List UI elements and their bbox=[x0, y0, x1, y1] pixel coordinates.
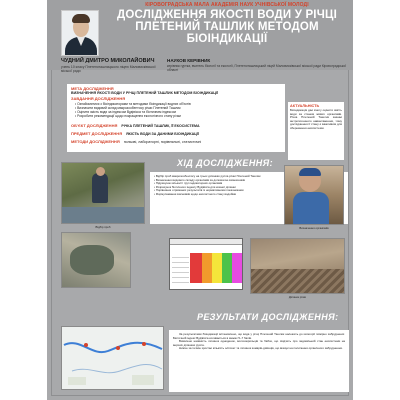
author-photo bbox=[61, 10, 99, 56]
photo-sampling-caption: Відбір проб bbox=[95, 225, 111, 229]
photo-cap bbox=[299, 168, 321, 176]
poster-title: ДОСЛІДЖЕННЯ ЯКОСТІ ВОДИ У РІЧЦІ ПЛЕТЕНИЙ ТАШЛИК МЕТОДОМ БІОІНДИКАЦІЇ bbox=[117, 9, 337, 45]
progress-item: • Порівняння отриманих результатів із нормативними показниками bbox=[154, 189, 344, 193]
subject-text: ЯКІСТЬ ВОДИ ЗА ДАНИМИ БІОІНДИКАЦІЇ bbox=[126, 132, 199, 136]
results-paragraph: Нижче за течією зростає кількість олігохет та личинок комарів-дзвінців, що вказує на посилення органічного забруднення. bbox=[179, 346, 343, 351]
results-paragraph: Виявлено наявність личинок одноденок, волохокрильців та бабок, що свідчить про задовільний стан екосистеми на верхніх ділянках русла. bbox=[173, 339, 345, 347]
tasks-label-row bbox=[71, 97, 128, 101]
goal-row bbox=[71, 87, 281, 95]
tasks-label: ЗАВДАННЯ ДОСЛІДЖЕННЯ bbox=[71, 96, 126, 101]
goal-text: ВИЗНАЧЕННЯ ЯКОСТІ ВОДИ У РІЧЦІ ПЛЕТЕНИЙ ТАШЛИК МЕТОДОМ БІОІНДИКАЦІЇ bbox=[71, 91, 218, 96]
object-row bbox=[71, 124, 200, 128]
table-cell-orange bbox=[202, 253, 212, 283]
poster bbox=[47, 0, 353, 400]
organization-line: КІРОВОГРАДСЬКА МАЛА АКАДЕМІЯ НАУК УЧНІВСЬКОЇ МОЛОДІ bbox=[145, 2, 309, 8]
progress-item: • Формулювання висновків щодо екологічного стану водойми bbox=[154, 193, 344, 197]
subject-row bbox=[71, 132, 199, 136]
photo-identification bbox=[284, 165, 344, 225]
photo-ground-texture bbox=[251, 269, 345, 294]
supervisor-meta: керівник гуртка, вчитель біології та екології, Плетеноташлицький ліцей Маловисківської міської ради Кіровоградської області bbox=[167, 63, 347, 72]
table-cell-red bbox=[190, 253, 202, 283]
table-cell-green bbox=[222, 253, 232, 283]
author-block bbox=[61, 58, 156, 73]
relevance-title: АКТУАЛЬНІСТЬ bbox=[290, 104, 320, 108]
table-label-column bbox=[172, 253, 189, 283]
table-cell-magenta bbox=[232, 253, 242, 283]
photo-person-body bbox=[293, 192, 329, 225]
methods-label: МЕТОДИ ДОСЛІДЖЕННЯ bbox=[71, 139, 120, 144]
photo-identification-caption: Визначення організмів bbox=[299, 226, 329, 230]
progress-item: • Відбір проб макрозообентосу на трьох ділянках русла річки Плетений Ташлик bbox=[154, 175, 344, 179]
object-label: ОБ'ЄКТ ДОСЛІДЖЕННЯ bbox=[71, 123, 118, 128]
subject-label: ПРЕДМЕТ ДОСЛІДЖЕННЯ bbox=[71, 131, 123, 136]
photo-water bbox=[62, 207, 145, 224]
progress-item: • Визначення видового складу організмів за допомогою визначників bbox=[154, 179, 344, 183]
table-cell-yellow bbox=[212, 253, 222, 283]
photo-river-site-caption: Ділянка річки bbox=[288, 295, 307, 299]
supervisor-block bbox=[167, 58, 347, 72]
tasks-list bbox=[75, 102, 275, 118]
photo-person-head bbox=[96, 167, 105, 176]
river-map-graphic bbox=[62, 327, 164, 390]
research-card bbox=[67, 84, 285, 152]
progress-section-title: ХІД ДОСЛІДЖЕННЯ: bbox=[177, 158, 273, 168]
photo-river-site bbox=[250, 238, 345, 294]
photo-river-bed bbox=[61, 232, 131, 288]
methods-row bbox=[71, 140, 201, 144]
methods-text: польові, лабораторні, порівняльні, статистичні bbox=[123, 140, 202, 144]
bioindication-table-header bbox=[170, 239, 242, 245]
supervisor-name: НАУКОВ КЕРІВНИК bbox=[167, 58, 211, 63]
results-section-title: РЕЗУЛЬТАТИ ДОСЛІДЖЕННЯ: bbox=[197, 312, 339, 322]
author-meta: учень 10 класу Плетеноташлицького ліцею Маловисківської міської ради bbox=[61, 65, 156, 73]
progress-item: • Підрахунок кількості груп індикаторних організмів bbox=[154, 182, 344, 186]
results-paragraph: За результатами біоіндикації встановлено, що вода у річці Плетений Ташлик належить до категорії помірно забрудненої. Біотичний індекс Вудівісса коливається в межах 5–7 балів. bbox=[173, 332, 345, 340]
goal-label: МЕТА ДОСЛІДЖЕННЯ bbox=[71, 86, 114, 91]
object-text: РІЧКА ПЛЕТЕНИЙ ТАШЛИК, ЇЇ ЕКОСИСТЕМА bbox=[121, 124, 200, 128]
author-name: ЧУДНИЙ ДМИТРО МИКОЛАЙОВИЧ bbox=[61, 58, 155, 64]
results-card bbox=[169, 330, 349, 392]
task-item: • Ознайомитися з біоіндикаторами та методами біоіндикації водних об'єктів bbox=[75, 102, 275, 106]
task-item: • Визначити видовий склад макрозообентосу річки Плетений Ташлик bbox=[75, 106, 275, 110]
photo-sample-tray bbox=[70, 245, 114, 275]
progress-item: • Розрахунок біотичного індексу Вудівісса для кожної ділянки bbox=[154, 186, 344, 190]
task-item: • Оцінити якість води за індексом Вудівісса та біотичним індексом bbox=[75, 110, 275, 114]
relevance-card bbox=[288, 102, 344, 160]
author-photo-hair bbox=[72, 14, 90, 23]
river-map bbox=[61, 326, 164, 390]
bioindication-table bbox=[169, 238, 243, 290]
photo-sampling bbox=[61, 162, 145, 224]
photo-person-shape bbox=[92, 173, 108, 203]
relevance-text: Біоіндикація дає змогу оцінити якість води за станом живих організмів. Річка Плетений Ташлик зазнає антропогенного навантаження, тому дослідження її стану є важливим для збереження екосистеми. bbox=[290, 108, 342, 130]
task-item: • Розробити рекомендації щодо покращення екологічного стану річки bbox=[75, 114, 275, 118]
